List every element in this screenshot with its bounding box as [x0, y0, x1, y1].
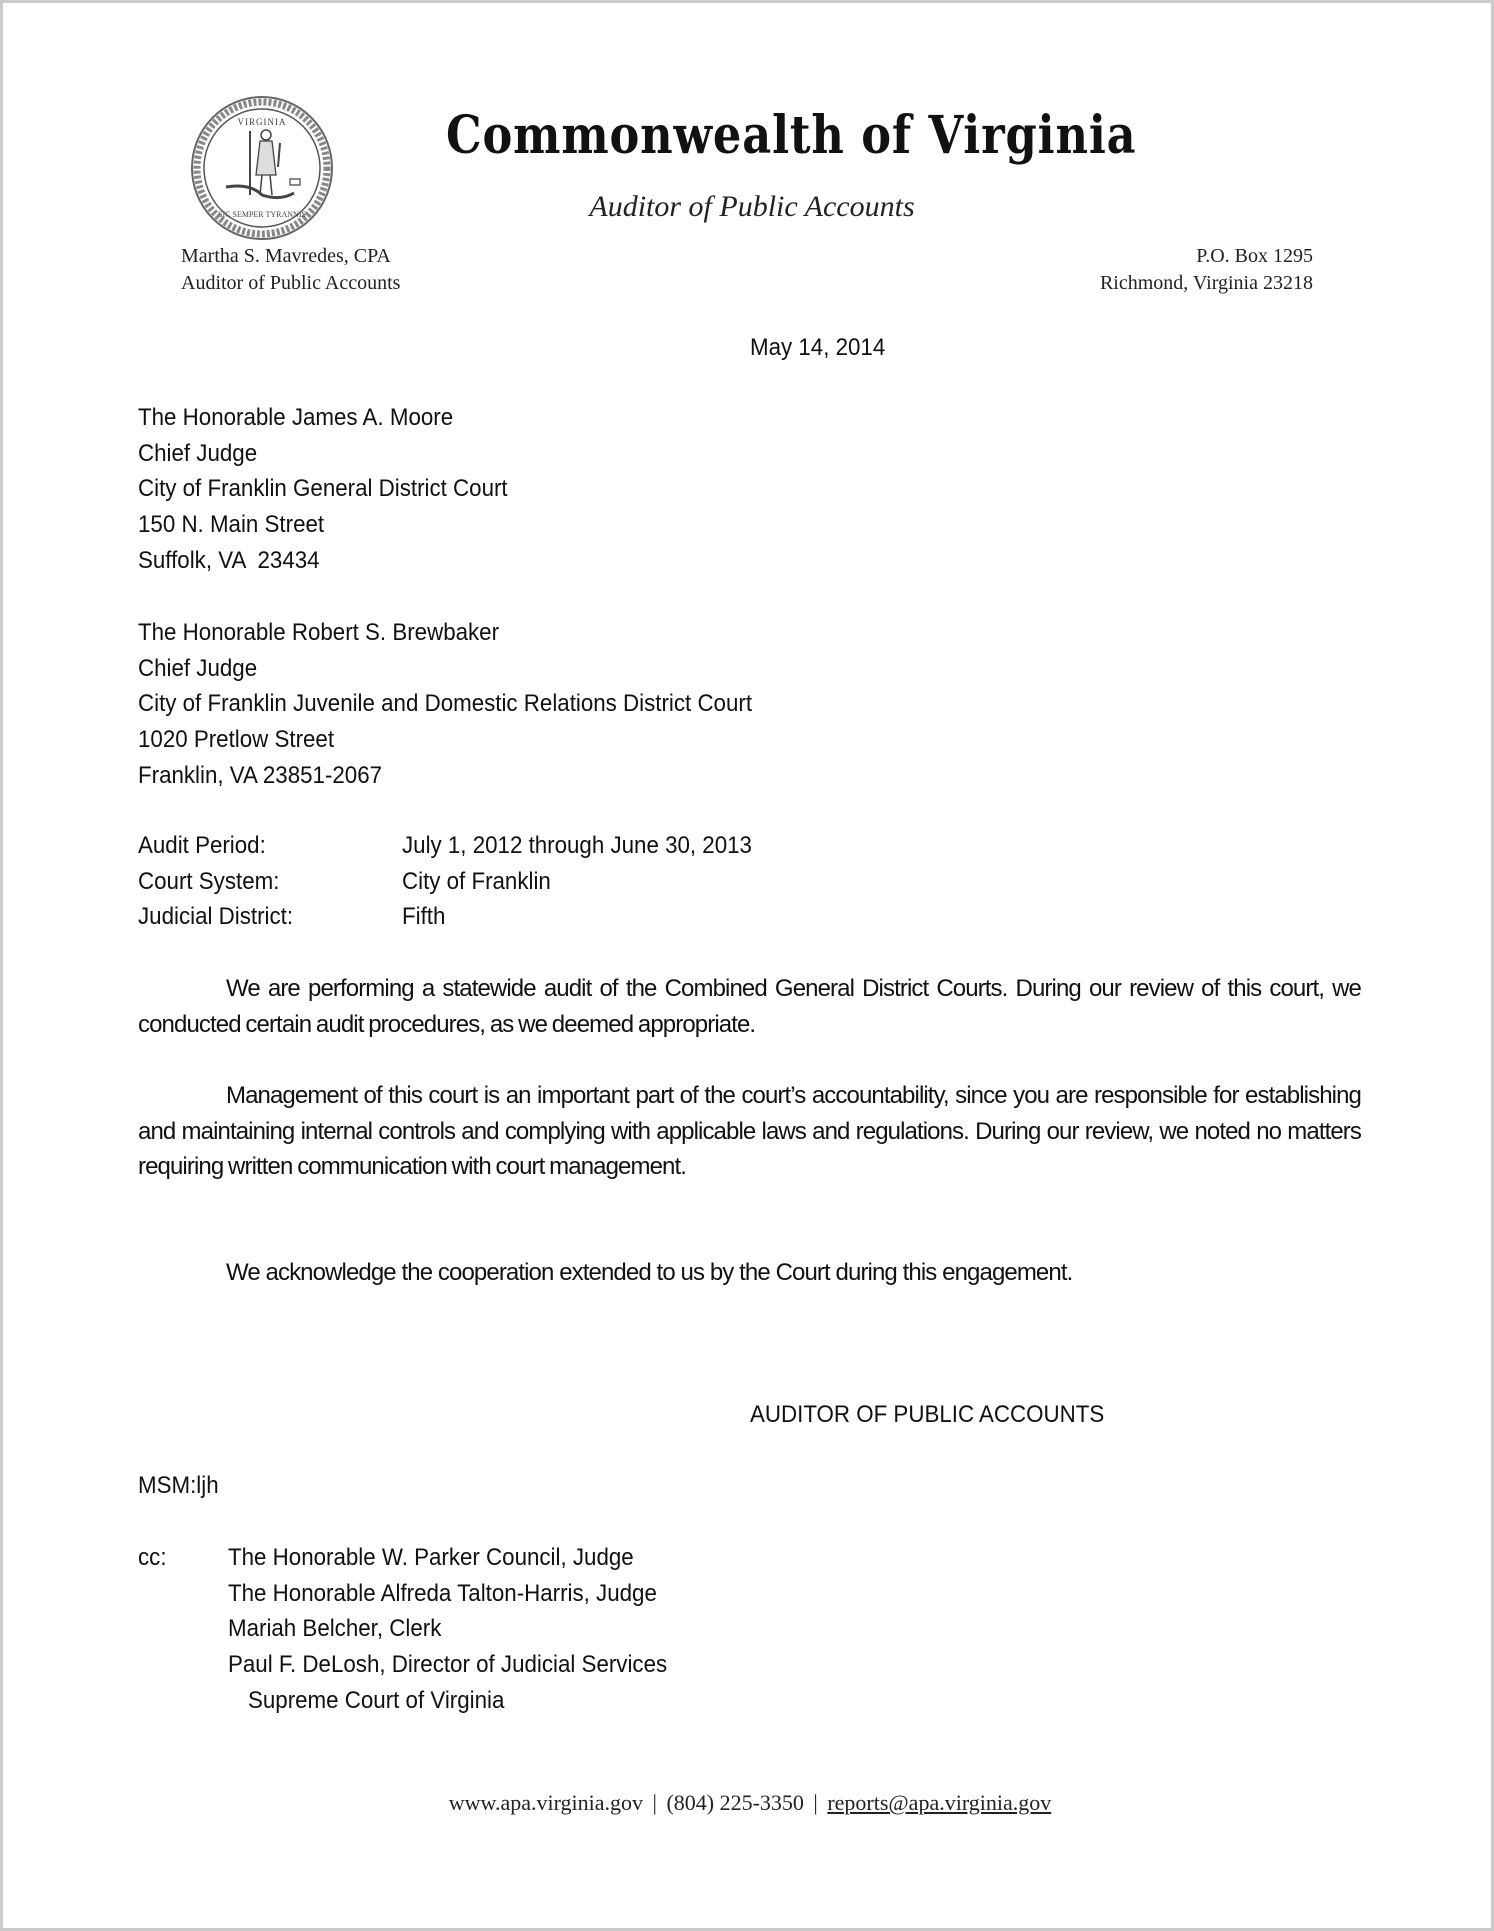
sender-title: Auditor of Public Accounts [181, 272, 401, 294]
signature-block: AUDITOR OF PUBLIC ACCOUNTS [750, 1401, 1105, 1428]
cc-recipient: Mariah Belcher, Clerk [228, 1615, 442, 1643]
recipient-address-2 [138, 615, 798, 794]
body-paragraph-3: We acknowledge the cooperation extended to us by the Court during this engagement. [226, 1259, 1073, 1286]
letterhead-address [1100, 243, 1313, 297]
letterhead-title: Commonwealth of Virginia [446, 105, 1137, 166]
judicial-district-label: Judicial District: [138, 903, 294, 931]
footer-separator: | [813, 1790, 818, 1815]
address-line: Franklin, VA 23851-2067 [138, 761, 383, 789]
body-paragraph-2: Management of this court is an important part of the court’s accountability, since you are responsible for establishing and maintaining internal controls and complying with applicable laws and regulations. During our review, we noted no matters requiring written communication with court management. [138, 1082, 1361, 1181]
cc-recipient: The Honorable W. Parker Council, Judge [228, 1544, 634, 1571]
svg-text:VIRGINIA: VIRGINIA [237, 117, 287, 127]
letter-date: May 14, 2014 [750, 334, 886, 361]
cc-recipients [228, 1540, 700, 1719]
footer-phone: (804) 225-3350 [666, 1790, 804, 1815]
address-line: 1020 Pretlow Street [138, 726, 335, 754]
address-line: Suffolk, VA 23434 [138, 546, 320, 574]
address-line: City of Franklin Juvenile and Domestic Relations District Court [138, 690, 753, 718]
letter-footer [3, 1789, 1494, 1817]
cc-recipient: Paul F. DeLosh, Director of Judicial Services [228, 1651, 668, 1679]
footer-separator: | [652, 1790, 657, 1815]
audit-period-value: July 1, 2012 through June 30, 2013 [402, 832, 752, 859]
address-line: 150 N. Main Street [138, 511, 325, 539]
typist-initials: MSM:ljh [138, 1472, 219, 1499]
recipient-address-1 [138, 400, 535, 579]
sender-name: Martha S. Mavredes, CPA [181, 245, 391, 267]
audit-info-row [138, 828, 778, 864]
body-paragraph-1: We are performing a statewide audit of the Combined General District Courts. During our review of this court, we conducted certain audit procedures, as we deemed appropriate. [138, 975, 1361, 1038]
cc-label: cc: [138, 1544, 167, 1571]
audit-info [138, 828, 778, 935]
virginia-seal-icon [190, 95, 334, 241]
judicial-district-value: Fifth [402, 903, 446, 931]
address-line: Chief Judge [138, 654, 258, 682]
city-state-zip: Richmond, Virginia 23218 [1099, 272, 1313, 294]
letterhead-subtitle: Auditor of Public Accounts [589, 190, 915, 223]
audit-info-row [138, 899, 778, 935]
svg-text:SIC SEMPER TYRANNIS: SIC SEMPER TYRANNIS [218, 210, 306, 219]
audit-info-row [138, 864, 778, 900]
court-system-value: City of Franklin [402, 867, 551, 895]
footer-website-link[interactable]: www.apa.virginia.gov [448, 1790, 644, 1815]
cc-recipient: The Honorable Alfreda Talton-Harris, Judge [228, 1579, 657, 1607]
audit-period-label: Audit Period: [138, 832, 266, 859]
letterhead-sender [181, 243, 400, 297]
footer-email-link[interactable]: reports@apa.virginia.gov [827, 1790, 1052, 1815]
address-line: Chief Judge [138, 439, 258, 467]
court-system-label: Court System: [138, 867, 280, 895]
address-line: The Honorable James A. Moore [138, 404, 454, 431]
address-line: The Honorable Robert S. Brewbaker [138, 619, 500, 646]
po-box: P.O. Box 1295 [1196, 245, 1313, 267]
address-line: City of Franklin General District Court [138, 475, 508, 503]
cc-recipient-subline: Supreme Court of Virginia [248, 1686, 505, 1714]
cc-list [138, 1540, 700, 1719]
